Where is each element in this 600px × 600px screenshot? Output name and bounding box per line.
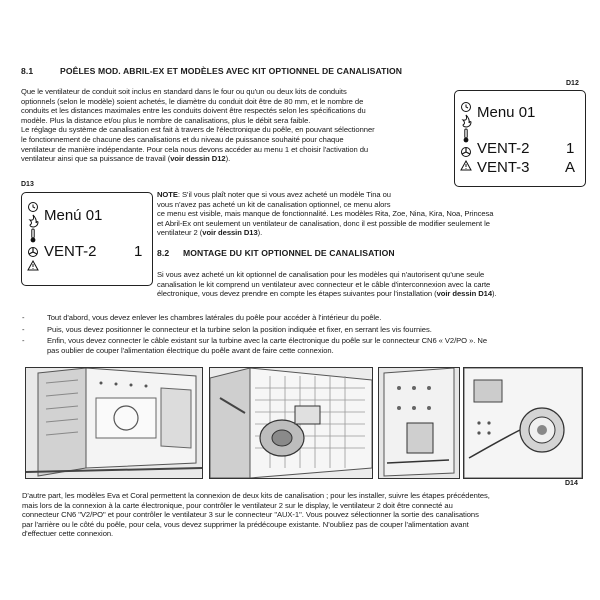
step-1: Tout d'abord, vous devez enlever les chambres latérales du poêle pour accéder à l'intérieur du poêle. bbox=[47, 313, 382, 322]
paragraph-line: conduits et les distances maximales entre les conduits doivent être respectés selon les spécifications du bbox=[21, 106, 366, 116]
vent-2-name: VENT-2 bbox=[44, 243, 97, 260]
list-bullet: - bbox=[22, 325, 25, 334]
vent-3-name: VENT-3 bbox=[477, 159, 530, 176]
figure-label-d12: D12 bbox=[566, 80, 579, 87]
closing-paragraph bbox=[22, 491, 592, 539]
step-3: Enfin, vous devez connecter le câble existant sur la turbine avec la carte électronique du poêle sur le connecteur CN6 « V2/PO ». Ne pas oublier de couper l'alimentation électrique du poêle avant de faire cette connexion. bbox=[47, 336, 487, 355]
paragraph-line: Que le ventilateur de conduit soit inclus en standard dans le four ou qu'un ou deux kits de conduits bbox=[21, 87, 347, 96]
clock-icon bbox=[462, 103, 471, 112]
paragraph-line: connecteur CN6 "V2/PO" et pour contrôler le ventilateur 3 sur le connecteur "AUX-1". Vous pouvez sélectionner la sortie des canalisations bbox=[22, 510, 479, 520]
paragraph-line: ventilateur ainsi que sa puissance de travail (voir dessin D12). bbox=[21, 154, 231, 164]
display-icons-d12 bbox=[459, 99, 473, 179]
section-title-8-2: MONTAGE DU KIT OPTIONNEL DE CANALISATION bbox=[183, 248, 395, 258]
section-number-8-1: 8.1 bbox=[21, 66, 34, 76]
installation-photo-1 bbox=[25, 367, 203, 479]
vent-2-name: VENT-2 bbox=[477, 140, 530, 157]
paragraph-line: canalisation le kit comprend un ventilateur avec connecteur et le câble d'interconnexion avec la carte bbox=[157, 279, 491, 289]
display-icons-d13 bbox=[26, 199, 40, 279]
paragraph-line: mais lors de la connexion à la carte électronique, pour contrôler le ventilateur 2 sur le display, le ventilateur 2 doit être connecté au bbox=[22, 500, 453, 510]
note-label: NOTE bbox=[157, 190, 178, 199]
note-continued bbox=[157, 200, 587, 238]
note-line: ventilateur 2 (voir dessin D13). bbox=[157, 228, 263, 238]
menu-title: Menu 01 bbox=[477, 104, 536, 121]
section-number-8-2: 8.2 bbox=[157, 248, 170, 258]
vent-2-value: 1 bbox=[134, 243, 143, 260]
note-line: vous n'avez pas acheté un kit de canalisation optionnel, ce menu alors bbox=[157, 199, 391, 209]
figure-reference: voir dessin D14 bbox=[436, 289, 492, 299]
paragraph-line: optionnels (selon le modèle) soient achetés, le diamètre du conduit doit être de 80 mm, et le nombre de bbox=[21, 96, 364, 106]
paragraph-line: Si vous avez acheté un kit optionnel de canalisation pour les modèles qui n'autorisent qu'une seule bbox=[157, 270, 485, 279]
section-8-1-paragraph bbox=[21, 87, 451, 164]
installation-photo-2 bbox=[209, 367, 373, 479]
figure-label-d14: D14 bbox=[565, 480, 578, 487]
note-line: et Abril-Ex ont seulement un ventilateur de canalisation, donc il est possible de modifier seulement le bbox=[157, 218, 490, 228]
installation-photo-3 bbox=[378, 367, 460, 479]
thermometer-icon bbox=[31, 229, 36, 242]
paragraph-line: d'effectuer cette connexion. bbox=[22, 529, 114, 539]
thermometer-icon bbox=[464, 129, 469, 142]
figure-label-d13: D13 bbox=[21, 181, 34, 188]
fan-icon bbox=[29, 248, 38, 257]
step-2: Puis, vous devez positionner le connecteur et la turbine selon la position indiquée et fixer, en serrant les vis fournies. bbox=[47, 325, 432, 334]
section-title-8-1: POÊLES MOD. ABRIL-EX ET MODÈLES AVEC KIT OPTIONNEL DE CANALISATION bbox=[60, 66, 403, 76]
figure-reference: voir dessin D12 bbox=[170, 154, 226, 164]
section-8-2-paragraph bbox=[157, 270, 587, 299]
flame-icon bbox=[463, 115, 471, 127]
installation-photo-4 bbox=[463, 367, 583, 479]
display-d12 bbox=[454, 90, 586, 187]
vent-3-value: A bbox=[565, 159, 576, 176]
figure-reference: voir dessin D13 bbox=[202, 228, 258, 238]
paragraph-line: le fonctionnement de chacune des canalisations et du niveau de puissance souhaité pour chaque bbox=[21, 134, 344, 144]
paragraph-line: électronique, vous devez prendre en compte les étapes suivantes pour l'installation (voir dessin D14). bbox=[157, 289, 497, 299]
warning-icon bbox=[461, 161, 471, 170]
note-block bbox=[157, 190, 453, 200]
list-bullet: - bbox=[22, 313, 25, 322]
paragraph-line: Le réglage du système de canalisation est fait à travers de l'électronique du poêle, en pouvant sélectionner bbox=[21, 125, 375, 135]
menu-title: Menú 01 bbox=[44, 207, 103, 224]
list-bullet: - bbox=[22, 336, 25, 345]
fan-icon bbox=[462, 148, 471, 157]
vent-2-value: 1 bbox=[566, 140, 575, 157]
note-line: ce menu est visible, mais manque de fonctionnalité. Les modèles Rita, Zoe, Nina, Kira, Noa, Princesa bbox=[157, 209, 494, 219]
clock-icon bbox=[29, 203, 38, 212]
paragraph-line: ventilateur de manière indépendante. Pour cela nous devons accéder au menu 1 et choisir l'activation du bbox=[21, 144, 369, 154]
warning-icon bbox=[28, 261, 38, 270]
flame-icon bbox=[30, 215, 38, 227]
display-d13 bbox=[21, 192, 153, 286]
paragraph-line: D'autre part, les modèles Eva et Coral permettent la connexion de deux kits de canalisation ; pour les installer, suivre les étapes précédentes, bbox=[22, 491, 490, 500]
paragraph-line: par l'arrière ou le côté du poêle, pour cela, vous devez supprimer la prédécoupe existante. N'oubliez pas de couper l'alimentation avant bbox=[22, 519, 469, 529]
paragraph-line: modèle. Plus la distance et/ou plus le nombre de canalisations, plus le débit sera faible. bbox=[21, 115, 311, 125]
note-line: NOTE: S'il vous plaît noter que si vous avez acheté un modèle Tina ou bbox=[157, 190, 391, 199]
